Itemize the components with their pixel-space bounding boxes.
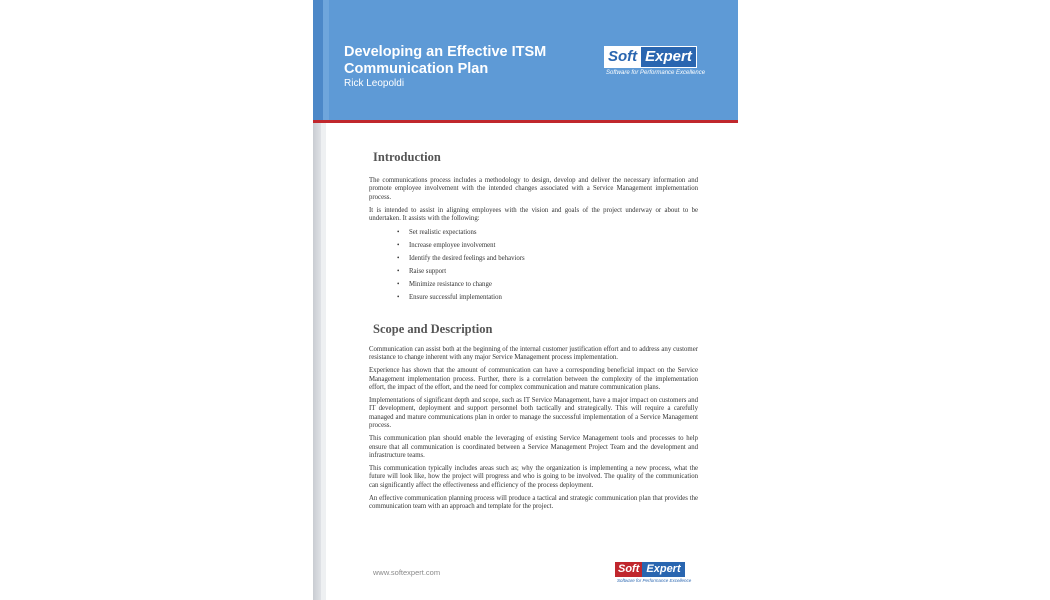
header-mid-band <box>323 0 329 120</box>
scope-heading: Scope and Description <box>373 322 493 336</box>
introduction-bullet-list <box>397 229 525 307</box>
bullet-text: Increase employee involvement <box>409 242 496 249</box>
bullet-item: • Minimize resistance to change <box>397 281 492 288</box>
bullet-item: • Set realistic expectations <box>397 229 477 236</box>
intro-paragraph-2: It is intended to assist in aligning employees with the vision and goals of the project underway or about to be undertaken. It assists with the following: <box>369 206 698 223</box>
logo-wordmark <box>604 47 716 67</box>
introduction-body <box>369 177 698 228</box>
bullet-text: Minimize resistance to change <box>409 281 492 288</box>
logo-soft-text: Soft <box>604 46 641 68</box>
bullet-text: Identify the desired feelings and behaviors <box>409 255 525 262</box>
footer-logo-wordmark <box>615 562 705 577</box>
scope-paragraph-1: Communication can assist both at the beginning of the internal customer justification effort and to address any customer resistance to change inherent with any major Service Management process implementation. <box>369 346 698 362</box>
introduction-heading: Introduction <box>373 150 441 164</box>
footer-logo-expert-text: Expert <box>642 562 684 577</box>
logo-expert-text: Expert <box>641 46 697 68</box>
footer-url[interactable]: www.softexpert.com <box>373 568 441 577</box>
bullet-text: Set realistic expectations <box>409 229 477 236</box>
scope-paragraph-6: An effective communication planning process will produce a tactical and strategic communication plan that provides the communication team with an approach and template for the project. <box>369 494 698 510</box>
scope-paragraph-4: This communication plan should enable the leveraging of existing Service Management tools and processes to help ensure that all communication is coordinated between a Service Management Project Team and the development and infrastructure teams. <box>369 435 698 459</box>
scope-paragraph-5: This communication typically includes areas such as; why the organization is implementing a new process, what the future will look like, how the project will progress and who is going to be involved. The quality of the communication can significantly affect the effectiveness and efficiency of the process deployment. <box>369 464 698 489</box>
header-red-rule <box>313 120 738 123</box>
bullet-text: Raise support <box>409 268 447 275</box>
bullet-text: Ensure successful implementation <box>409 294 502 301</box>
bullet-item: • Raise support <box>397 268 447 275</box>
bullet-item: • Ensure successful implementation <box>397 294 502 301</box>
bullet-item: • Increase employee involvement <box>397 242 496 249</box>
header-banner <box>313 0 738 120</box>
scope-body <box>369 346 698 516</box>
header-left-band <box>313 0 323 120</box>
logo-tagline: Software for Performance Excellence <box>606 70 706 76</box>
document-title: Developing an Effective ITSM Communication Plan <box>344 44 547 77</box>
scope-paragraph-2: Experience has shown that the amount of communication can have a corresponding beneficial impact on the Service Management implementation process. Further, there is a correlation between the complexity of the implementation effort, the impact of the effort, and the need for complex communication and mature communication plans. <box>369 367 698 392</box>
document-author: Rick Leopoldi <box>344 78 405 89</box>
document-page <box>313 0 738 600</box>
footer-logo-tagline: Software for Performance Excellence <box>617 578 692 583</box>
softexpert-logo <box>604 47 716 81</box>
footer-logo-soft-text: Soft <box>615 562 642 577</box>
scope-paragraph-3: Implementations of significant depth and scope, such as IT Service Management, have a major impact on customers and IT development, deployment and support personnel both tactically and strategically. This will require a carefully managed and mature communications plan in order to manage the successful implementation of a Service Management process. <box>369 397 698 430</box>
bullet-item: • Identify the desired feelings and behaviors <box>397 255 525 262</box>
intro-paragraph-1: The communications process includes a methodology to design, develop and deliver the necessary information and promote employee involvement with the intended changes associated with a Service Management implementation process. <box>369 177 698 201</box>
footer-softexpert-logo <box>615 562 705 583</box>
